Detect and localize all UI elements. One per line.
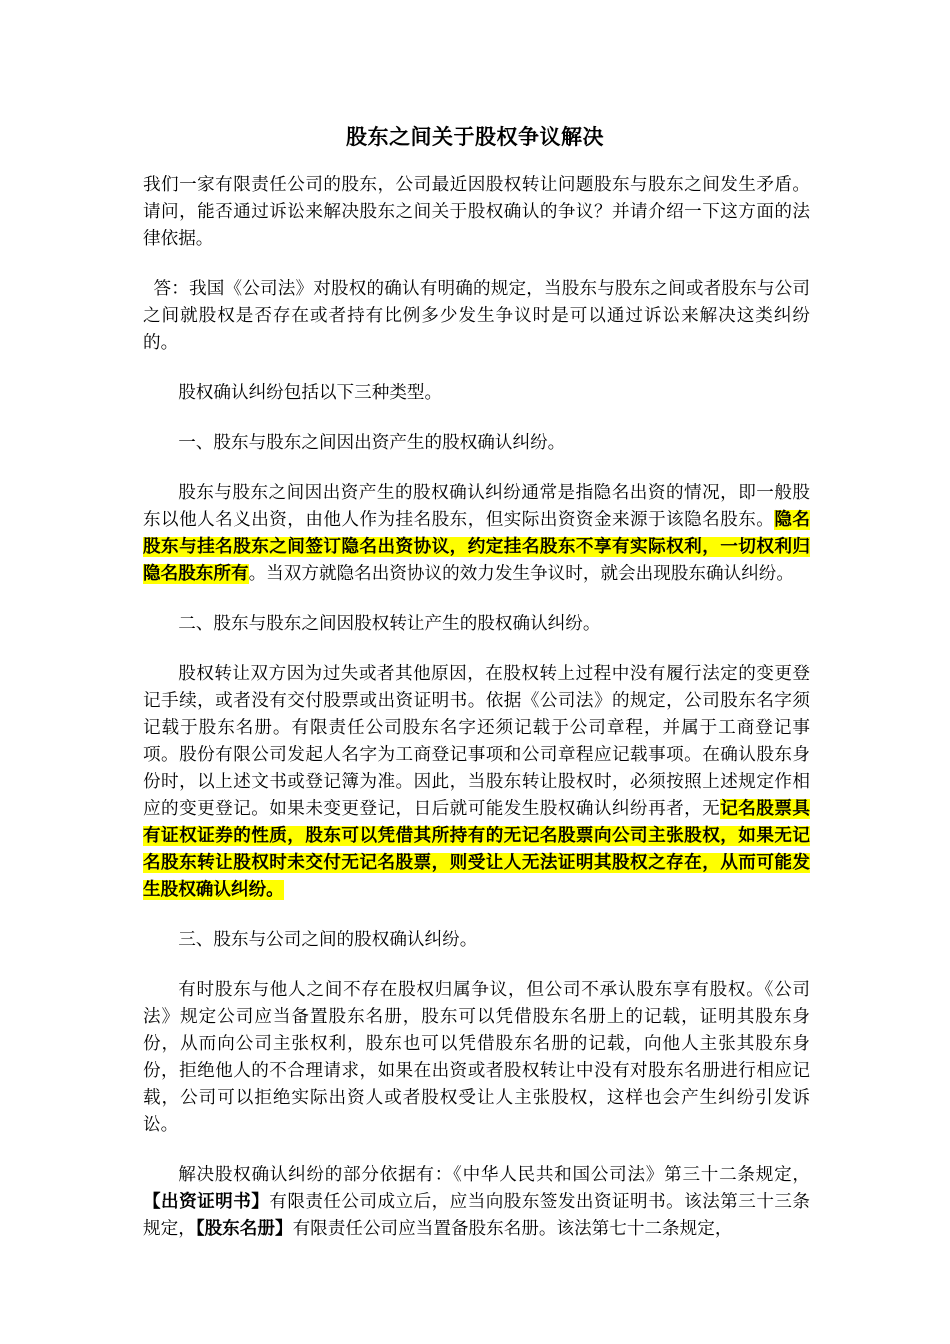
document-body [143,172,810,1243]
legal-basis-paragraph [143,1162,810,1243]
document-title: 股东之间关于股权争议解决 [346,125,604,149]
highlighted-text-1: 隐名股东与挂名股东之间签订隐名出资协议，约定挂名股东不享有实际权利，一切权利归隐名股东所有 [143,510,810,584]
highlighted-text-2: 记名股票具有证权证券的性质，股东可以凭借其所持有的无记名股票向公司主张股权，如果无记名股东转让股权时未交付无记名股票，则受让人无法证明其股权之存在，从而可能发生股权确认纠纷。 [143,799,810,900]
types-intro-paragraph: 股权确认纠纷包括以下三种类型。 [178,383,443,403]
section-1-text: 股东与股东之间因出资产生的股权确认纠纷通常是指隐名出资的情况，即一般股东以他人名义出资，由他人作为挂名股东，但实际出资资金来源于该隐名股东。 [143,483,810,530]
section-heading-3: 三、股东与公司之间的股权确认纠纷。 [178,930,478,950]
question-paragraph: 我们一家有限责任公司的股东，公司最近因股权转让问题股东与股东之间发生矛盾。请问，能否通过诉讼来解决股东之间关于股权确认的争议？并请介绍一下这方面的法律依据。 [143,175,810,249]
section-3-paragraph: 有时股东与他人之间不存在股权归属争议，但公司不承认股东享有股权。《公司法》规定公司应当备置股东名册，股东可以凭借股东名册上的记载，证明其股东身份，从而向公司主张权利，股东也可以凭借股东名册的记载，向他人主张其股东身份，拒绝他人的不合理请求，如果在出资或者股权转让中没有对股东名册进行相应记载，公司可以拒绝实际出资人或者股权受让人主张股权，这样也会产生纠纷引发诉讼。 [143,980,810,1135]
section-heading-2: 二、股东与股东之间因股权转让产生的股权确认纠纷。 [178,614,601,634]
section-heading-1: 一、股东与股东之间因出资产生的股权确认纠纷。 [178,433,566,453]
legal-basis-text: 解决股权确认纠纷的部分依据有：《中华人民共和国公司法》第三十二条规定， [178,1165,810,1185]
legal-basis-text-2: 有限责任公司成立后，应当向股东签发出资证明书。该法第三十三条规定， [143,1192,810,1239]
section-1-text-end: 。当双方就隐名出资协议的效力发生争议时，就会出现股东确认纠纷。 [248,564,794,584]
section-2-paragraph [143,661,810,904]
legal-basis-text-3: 有限责任公司应当置备股东名册。该法第七十二条规定， [292,1219,733,1239]
bold-term-capital-certificate: 【出资证明书】 [143,1192,270,1212]
section-1-paragraph [143,480,810,588]
bold-term-shareholder-register: 【股东名册】 [195,1219,293,1239]
answer-paragraph: 答：我国《公司法》对股权的确认有明确的规定，当股东与股东之间或者股东与公司之间就股权是否存在或者持有比例多少发生争议时是可以通过诉讼来解决这类纠纷的。 [143,279,810,353]
section-2-text: 股权转让双方因为过失或者其他原因，在股权转上过程中没有履行法定的变更登记手续，或者没有交付股票或出资证明书。依据《公司法》的规定，公司股东名字须记载于股东名册。有限责任公司股东名字还须记载于公司章程，并属于工商登记事项。股份有限公司发起人名字为工商登记事项和公司章程应记载事项。在确认股东身份时，以上述文书或登记簿为准。因此，当股东转让股权时，必须按照上述规定作相应的变更登记。如果未变更登记，日后就可能发生股权确认纠纷再者，无 [143,664,810,819]
